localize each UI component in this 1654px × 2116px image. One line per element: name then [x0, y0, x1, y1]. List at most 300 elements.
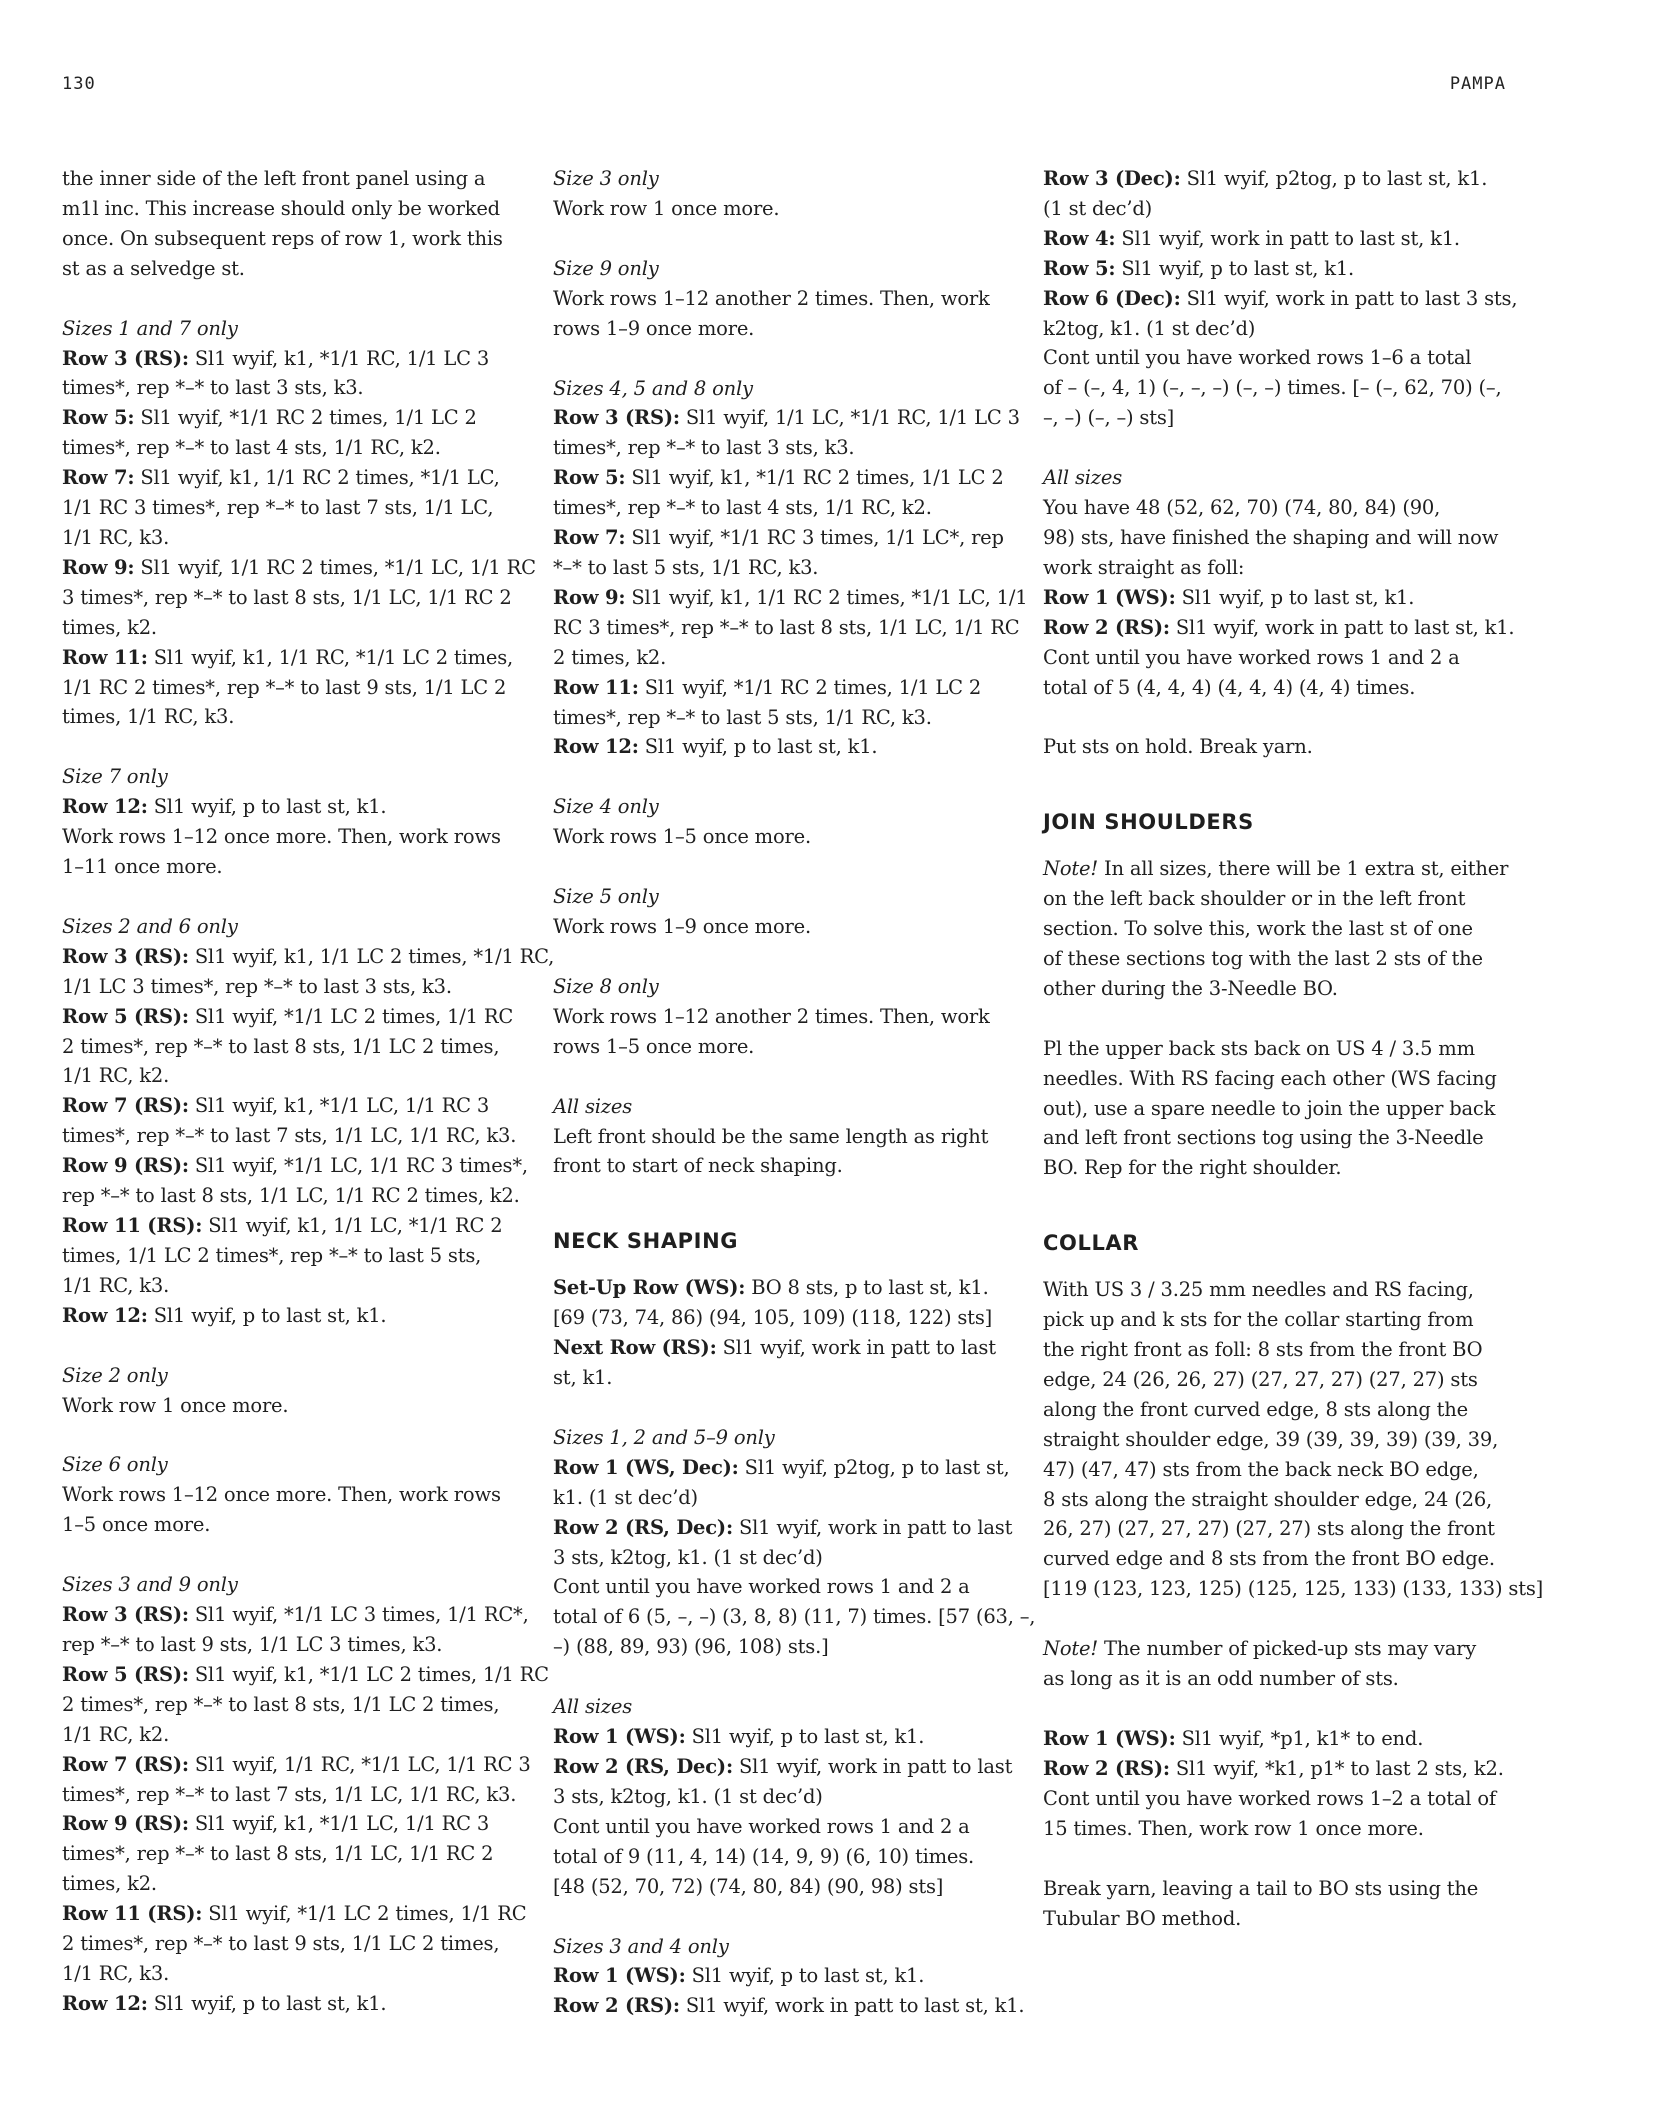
instruction-text: total of 5 (4, 4, 4) (4, 4, 4) (4, 4) times.	[1043, 675, 1416, 699]
paragraph	[553, 254, 1023, 344]
paragraph	[1043, 1034, 1513, 1184]
instruction-text: Sl1 wyif, k1, *1/1 LC, 1/1 RC 3	[188, 1094, 490, 1118]
paragraph	[1043, 1874, 1513, 1934]
instruction-text: 1/1 RC, k2.	[62, 1722, 170, 1746]
instruction-text: Sl1 wyif, work in patt to last 3 sts,	[1180, 286, 1518, 310]
instruction-text: k1. (1 st dec’d)	[553, 1485, 698, 1509]
instruction-text: Tubular BO method.	[1043, 1906, 1242, 1930]
text-line	[553, 284, 1023, 314]
text-line	[1043, 1664, 1513, 1694]
instruction-text: 1/1 RC 2 times*, rep *–* to last 9 sts, 1/1 LC 2	[62, 675, 507, 699]
instruction-text: times, k2.	[62, 615, 157, 639]
instruction-text: 1/1 RC, k3.	[62, 525, 170, 549]
row-label: Row 9:	[62, 555, 135, 579]
row-label: Row 1 (WS):	[553, 1725, 686, 1749]
text-line	[62, 1121, 532, 1151]
instruction-text: Sl1 wyif, p to last st, k1.	[685, 1725, 925, 1749]
instruction-text: RC 3 times*, rep *–* to last 8 sts, 1/1 LC, 1/1 RC	[553, 615, 1020, 639]
text-line	[62, 1809, 532, 1839]
row-label: Row 2 (RS, Dec):	[553, 1515, 733, 1539]
instruction-text: Sl1 wyif, p to last st, k1.	[1175, 585, 1415, 609]
text-line	[62, 1660, 549, 1690]
text-line	[62, 1959, 532, 1989]
text-line	[553, 792, 1023, 822]
text-line	[62, 912, 532, 942]
text-line	[1043, 854, 1513, 884]
text-line	[553, 1151, 1023, 1181]
text-line	[553, 1991, 1023, 2021]
text-line	[1043, 1395, 1513, 1425]
section-heading: JOIN SHOULDERS	[1043, 810, 1254, 835]
instruction-text: times*, rep *–* to last 3 sts, k3.	[62, 376, 364, 400]
instruction-text: the inner side of the left front panel using a	[62, 167, 486, 190]
row-label: Row 3 (RS):	[553, 406, 680, 430]
text-line	[62, 1271, 532, 1301]
row-label: Row 11:	[553, 675, 639, 699]
instruction-text: times*, rep *–* to last 8 sts, 1/1 LC, 1/1 RC 2	[62, 1842, 494, 1866]
paragraph	[553, 972, 1023, 1062]
text-line	[1043, 1123, 1513, 1153]
text-line	[1043, 732, 1513, 762]
text-line	[62, 463, 532, 493]
paragraph	[62, 1570, 549, 2019]
text-line	[62, 613, 532, 643]
italic-subheading: Size 5 only	[553, 885, 659, 909]
row-label: Row 3 (RS):	[62, 944, 189, 968]
text-line	[553, 523, 1023, 553]
instruction-text: st as a selvedge st.	[62, 256, 245, 280]
text-line	[1043, 194, 1513, 224]
paragraph	[62, 912, 555, 1331]
text-line	[1043, 613, 1513, 643]
instruction-text: Sl1 wyif, *k1, p1* to last 2 sts, k2.	[1169, 1756, 1504, 1780]
text-line	[1043, 643, 1513, 673]
instruction-text: Cont until you have worked rows 1–2 a total of	[1043, 1786, 1496, 1810]
instruction-text: k2tog, k1. (1 st dec’d)	[1043, 316, 1256, 340]
row-label: Row 2 (RS, Dec):	[553, 1754, 733, 1778]
text-line	[1043, 1514, 1513, 1544]
instruction-text: 3 sts, k2tog, k1. (1 st dec’d)	[553, 1545, 823, 1569]
row-label: Row 9 (RS):	[62, 1812, 189, 1836]
paragraph	[62, 1450, 532, 1540]
instruction-text: Sl1 wyif, k1, 1/1 LC, *1/1 RC 2	[202, 1214, 503, 1237]
paragraph	[553, 1692, 1023, 1901]
instruction-text: Sl1 wyif, work in patt to last	[732, 1754, 1013, 1778]
paragraph	[1043, 463, 1513, 702]
text-line	[553, 254, 1023, 284]
instruction-text: Sl1 wyif, *1/1 RC 2 times, 1/1 LC 2	[638, 675, 982, 699]
instruction-text: Sl1 wyif, k1, 1/1 RC 2 times, *1/1 LC,	[134, 466, 500, 490]
text-line	[553, 1842, 1023, 1872]
row-label: Row 11 (RS):	[62, 1214, 203, 1237]
instruction-text: rows 1–5 once more.	[553, 1034, 755, 1058]
text-line	[553, 1483, 1023, 1513]
italic-subheading: Sizes 1, 2 and 5–9 only	[553, 1425, 775, 1449]
instruction-text: Sl1 wyif, *1/1 RC 2 times, 1/1 LC 2	[134, 406, 477, 430]
text-line	[62, 1720, 532, 1750]
text-line	[62, 1690, 532, 1720]
text-line	[62, 1839, 532, 1869]
text-line	[62, 1391, 532, 1421]
instruction-text: 1/1 RC, k3.	[62, 1961, 170, 1985]
text-line	[62, 1241, 532, 1271]
instruction-text: pick up and k sts for the collar starting from	[1043, 1308, 1474, 1332]
row-label: Row 3 (Dec):	[1043, 167, 1181, 190]
text-line	[1043, 1754, 1513, 1784]
text-line	[553, 403, 1023, 433]
text-line	[1043, 523, 1513, 553]
text-line	[62, 643, 532, 673]
instruction-text: Sl1 wyif, k1, *1/1 LC, 1/1 RC 3	[188, 1812, 490, 1836]
row-label: Row 5 (RS):	[62, 1662, 189, 1686]
italic-subheading: Size 3 only	[553, 167, 659, 190]
row-label: Row 1 (WS):	[553, 1964, 686, 1988]
text-line	[62, 1151, 532, 1181]
instruction-text: Sl1 wyif, work in patt to last	[716, 1336, 996, 1360]
row-label: Row 5:	[1043, 256, 1116, 280]
italic-subheading: Sizes 4, 5 and 8 only	[553, 376, 753, 400]
text-line	[62, 1181, 532, 1211]
italic-subheading: Sizes 1 and 7 only	[62, 316, 238, 340]
text-line	[62, 1989, 532, 2019]
instruction-text: Sl1 wyif, work in patt to last st, k1.	[1169, 615, 1515, 639]
row-label: Row 9 (RS):	[62, 1154, 189, 1178]
text-line	[1043, 1485, 1513, 1515]
text-line	[62, 1630, 532, 1660]
instruction-text: times, k2.	[62, 1872, 157, 1896]
instruction-text: times*, rep *–* to last 5 sts, 1/1 RC, k3.	[553, 705, 932, 729]
instruction-text: Sl1 wyif, k1, *1/1 LC 2 times, 1/1 RC	[188, 1662, 549, 1686]
instruction-text: 47) (47, 47) sts from the back neck BO edge,	[1043, 1457, 1479, 1481]
text-line	[553, 583, 1028, 613]
text-line	[553, 1002, 1023, 1032]
text-line	[1043, 1784, 1513, 1814]
text-line	[62, 194, 532, 224]
text-line	[1043, 1094, 1513, 1124]
text-line	[1043, 1305, 1513, 1335]
text-line	[553, 1752, 1023, 1782]
instruction-text: edge, 24 (26, 26, 27) (27, 27, 27) (27, 27) sts	[1043, 1367, 1478, 1391]
row-label: Row 2 (RS):	[1043, 1756, 1170, 1780]
paragraph	[553, 882, 1023, 942]
italic-subheading: Sizes 2 and 6 only	[62, 914, 238, 938]
instruction-text: section. To solve this, work the last st of one	[1043, 917, 1473, 941]
row-label: Next Row (RS):	[553, 1336, 717, 1360]
text-line	[62, 792, 532, 822]
page-header	[62, 74, 1506, 98]
instruction-text: Cont until you have worked rows 1–6 a total	[1043, 346, 1472, 370]
row-label: Row 4:	[1043, 226, 1116, 250]
instruction-text: You have 48 (52, 62, 70) (74, 80, 84) (90,	[1043, 496, 1441, 520]
instruction-text: 1/1 RC 3 times*, rep *–* to last 7 sts, 1/1 LC,	[62, 496, 494, 520]
instruction-text: Sl1 wyif, p to last st, k1.	[1115, 256, 1355, 280]
text-line	[62, 1450, 532, 1480]
text-line	[553, 673, 1023, 703]
instruction-text: Cont until you have worked rows 1 and 2 a	[553, 1575, 970, 1599]
instruction-text: Work rows 1–12 another 2 times. Then, work	[553, 1004, 990, 1028]
instruction-text: Sl1 wyif, work in patt to last st, k1.	[1115, 226, 1460, 250]
italic-subheading: Size 4 only	[553, 795, 659, 819]
paragraph	[1043, 164, 1518, 433]
row-label: Row 5:	[62, 406, 135, 430]
row-label: Row 7 (RS):	[62, 1094, 189, 1118]
text-line	[1043, 1455, 1513, 1485]
text-line	[1043, 1544, 1513, 1574]
text-line	[1043, 673, 1513, 703]
italic-subheading: Size 8 only	[553, 974, 659, 998]
text-line	[553, 613, 1023, 643]
instruction-text: 15 times. Then, work row 1 once more.	[1043, 1816, 1424, 1840]
text-line	[1043, 284, 1518, 314]
column-2	[553, 164, 1036, 2051]
paragraph	[62, 164, 532, 284]
text-line	[553, 374, 1023, 404]
text-line	[1043, 314, 1513, 344]
paragraph	[62, 314, 536, 733]
paragraph	[553, 374, 1028, 763]
instruction-text: In all sizes, there will be 1 extra st, either	[1098, 857, 1509, 881]
text-line	[1043, 1904, 1513, 1934]
text-line	[62, 1600, 532, 1630]
instruction-text: Work row 1 once more.	[62, 1393, 289, 1417]
text-line	[1043, 224, 1513, 254]
row-label: Set-Up Row (WS):	[553, 1276, 746, 1300]
text-line	[553, 703, 1023, 733]
instruction-text: Sl1 wyif, *1/1 LC 3 times, 1/1 RC*,	[188, 1603, 529, 1627]
instruction-text: The number of picked-up sts may vary	[1098, 1637, 1477, 1661]
italic-subheading: All sizes	[553, 1094, 633, 1118]
text-line	[1043, 1034, 1513, 1064]
row-label: Row 6 (Dec):	[1043, 286, 1181, 310]
text-line	[553, 972, 1023, 1002]
text-line	[1043, 164, 1513, 194]
instruction-text: 2 times*, rep *–* to last 9 sts, 1/1 LC 2 times,	[62, 1932, 500, 1956]
instruction-text: [69 (73, 74, 86) (94, 105, 109) (118, 122) sts]	[553, 1306, 993, 1330]
instruction-text: needles. With RS facing each other (WS facing	[1043, 1066, 1497, 1090]
text-line	[62, 1301, 532, 1331]
text-line	[1043, 373, 1513, 403]
text-line	[62, 702, 532, 732]
text-line	[62, 523, 532, 553]
text-line	[62, 1091, 532, 1121]
instruction-text: times*, rep *–* to last 7 sts, 1/1 LC, 1/1 RC, k3.	[62, 1782, 517, 1806]
text-line	[1043, 1874, 1513, 1904]
instruction-text: total of 6 (5, –, –) (3, 8, 8) (11, 7) times. [57 (63, –,	[553, 1605, 1036, 1629]
text-line	[1043, 493, 1513, 523]
instruction-text: Left front should be the same length as right	[553, 1124, 989, 1148]
instruction-text: of these sections tog with the last 2 sts of the	[1043, 946, 1483, 970]
paragraph	[1043, 854, 1513, 1004]
instruction-text: [48 (52, 70, 72) (74, 80, 84) (90, 98) sts]	[553, 1874, 944, 1898]
instruction-text: Sl1 wyif, p to last st, k1.	[147, 1303, 387, 1327]
text-line	[553, 493, 1023, 523]
paragraph	[553, 1092, 1023, 1182]
text-line	[62, 1032, 532, 1062]
text-line	[553, 1092, 1023, 1122]
instruction-text: Sl1 wyif, p to last st, k1.	[685, 1964, 925, 1988]
text-line	[553, 1423, 1023, 1453]
paragraph	[1043, 732, 1513, 762]
row-label: Row 1 (WS, Dec):	[553, 1455, 739, 1479]
text-line	[62, 403, 532, 433]
paragraph	[1043, 1724, 1513, 1844]
instruction-text: on the left back shoulder or in the left front	[1043, 887, 1466, 911]
text-line	[62, 1869, 532, 1899]
text-line	[62, 1002, 532, 1032]
text-line	[62, 1061, 532, 1091]
paragraph	[62, 1361, 532, 1421]
paragraph	[553, 1273, 1023, 1393]
instruction-text: Sl1 wyif, *p1, k1* to end.	[1175, 1726, 1424, 1750]
text-line	[553, 553, 1023, 583]
text-line	[1043, 254, 1513, 284]
text-line	[62, 1211, 532, 1241]
italic-subheading: Size 6 only	[62, 1453, 168, 1477]
instruction-text: st, k1.	[553, 1366, 613, 1389]
instruction-text: 98) sts, have finished the shaping and will now	[1043, 525, 1499, 549]
text-line	[553, 1572, 1023, 1602]
text-line	[1043, 1724, 1513, 1754]
text-line	[1043, 1365, 1513, 1395]
instruction-text: Work rows 1–12 once more. Then, work rows	[62, 825, 501, 849]
instruction-text: (1 st dec’d)	[1043, 196, 1153, 220]
text-line	[553, 433, 1023, 463]
instruction-text: 2 times*, rep *–* to last 8 sts, 1/1 LC 2 times,	[62, 1034, 500, 1058]
text-line	[62, 1750, 532, 1780]
row-label: Row 11 (RS):	[62, 1902, 203, 1926]
instruction-text: front to start of neck shaping.	[553, 1154, 843, 1178]
instruction-text: Sl1 wyif, *1/1 LC 2 times, 1/1 RC	[188, 1004, 514, 1028]
instruction-text: Pl the upper back sts back on US 4 / 3.5 mm	[1043, 1036, 1475, 1060]
instruction-text: Sl1 wyif, k1, 1/1 LC 2 times, *1/1 RC,	[188, 944, 555, 968]
instruction-text: once. On subsequent reps of row 1, work this	[62, 226, 503, 250]
text-line	[553, 1513, 1023, 1543]
text-line	[553, 643, 1023, 673]
instruction-text: 1/1 RC, k2.	[62, 1064, 170, 1088]
row-label: Row 3 (RS):	[62, 1603, 189, 1627]
text-line	[553, 314, 1023, 344]
instruction-text: times, 1/1 RC, k3.	[62, 705, 235, 729]
text-line	[1043, 974, 1513, 1004]
instruction-text: times, 1/1 LC 2 times*, rep *–* to last 5 sts,	[62, 1243, 482, 1267]
text-line	[1043, 1574, 1544, 1604]
instruction-text: curved edge and 8 sts from the front BO edge.	[1043, 1547, 1495, 1571]
instruction-text: [119 (123, 123, 125) (125, 125, 133) (133, 133) sts]	[1043, 1577, 1544, 1601]
instruction-text: rep *–* to last 9 sts, 1/1 LC 3 times, k3.	[62, 1632, 443, 1656]
text-line	[62, 1361, 532, 1391]
text-line	[62, 942, 555, 972]
text-line	[553, 1782, 1023, 1812]
instruction-text: Sl1 wyif, p to last st, k1.	[147, 795, 387, 819]
text-line	[553, 1872, 1023, 1902]
instruction-text: –) (88, 89, 93) (96, 108) sts.]	[553, 1635, 829, 1659]
text-line	[1043, 463, 1513, 493]
text-line	[62, 493, 532, 523]
instruction-text: Sl1 wyif, 1/1 RC 2 times, *1/1 LC, 1/1 RC	[134, 555, 536, 579]
text-line	[553, 1932, 1023, 1962]
text-line	[62, 344, 532, 374]
row-label: Row 2 (RS):	[553, 1994, 680, 2018]
row-label: Row 3 (RS):	[62, 346, 189, 370]
text-line	[62, 224, 532, 254]
text-line	[62, 1780, 532, 1810]
row-label: Row 9:	[553, 585, 626, 609]
text-line	[62, 972, 532, 1002]
text-line	[553, 1273, 1023, 1303]
instruction-text: Sl1 wyif, 1/1 LC, *1/1 RC, 1/1 LC 3	[679, 406, 1020, 430]
row-label: Row 2 (RS):	[1043, 615, 1170, 639]
text-line	[62, 673, 532, 703]
text-line	[62, 852, 532, 882]
instruction-text: along the front curved edge, 8 sts along the	[1043, 1397, 1468, 1421]
instruction-text: times*, rep *–* to last 4 sts, 1/1 RC, k2.	[553, 496, 932, 520]
text-line	[62, 1570, 532, 1600]
text-line	[553, 164, 1023, 194]
text-line	[1043, 1335, 1513, 1365]
text-line	[62, 164, 532, 194]
instruction-text: Sl1 wyif, work in patt to last	[732, 1515, 1013, 1539]
text-line	[1043, 884, 1513, 914]
text-line	[553, 1722, 1023, 1752]
paragraph	[553, 1932, 1023, 2022]
text-line	[1043, 1814, 1513, 1844]
instruction-text: Sl1 wyif, *1/1 LC, 1/1 RC 3 times*,	[188, 1154, 528, 1178]
section-title: PAMPA	[1449, 74, 1506, 94]
row-label: Row 5 (RS):	[62, 1004, 189, 1028]
italic-subheading: Note!	[1043, 857, 1099, 881]
text-line	[62, 433, 532, 463]
text-line	[62, 822, 532, 852]
instruction-text: m1l inc. This increase should only be worked	[62, 196, 500, 220]
instruction-text: Sl1 wyif, work in patt to last st, k1.	[679, 1994, 1025, 2018]
instruction-text: Sl1 wyif, p to last st, k1.	[638, 735, 878, 759]
instruction-text: Cont until you have worked rows 1 and 2 a	[1043, 645, 1460, 669]
text-line	[553, 882, 1023, 912]
text-line	[1043, 343, 1513, 373]
instruction-text: 1–5 once more.	[62, 1513, 211, 1537]
text-line	[1043, 1153, 1513, 1183]
text-line	[62, 762, 532, 792]
text-line	[553, 1363, 1023, 1393]
text-line	[1043, 1064, 1513, 1094]
instruction-text: Sl1 wyif, k1, *1/1 RC, 1/1 LC 3	[188, 346, 490, 370]
instruction-text: Sl1 wyif, 1/1 RC, *1/1 LC, 1/1 RC 3	[188, 1752, 531, 1776]
instruction-text: and left front sections tog using the 3-Needle	[1043, 1126, 1484, 1150]
text-line	[62, 553, 536, 583]
column-1	[62, 164, 555, 2049]
instruction-text: 3 sts, k2tog, k1. (1 st dec’d)	[553, 1784, 823, 1808]
text-line	[553, 1812, 1023, 1842]
instruction-text: Sl1 wyif, k1, 1/1 RC, *1/1 LC 2 times,	[147, 645, 514, 669]
row-label: Row 12:	[62, 1991, 148, 2015]
instruction-text: 1/1 LC 3 times*, rep *–* to last 3 sts, k3.	[62, 974, 452, 998]
instruction-text: Work rows 1–12 another 2 times. Then, work	[553, 286, 990, 310]
instruction-text: Work rows 1–9 once more.	[553, 915, 811, 939]
italic-subheading: All sizes	[553, 1695, 633, 1719]
text-line	[62, 1929, 532, 1959]
paragraph	[553, 1423, 1036, 1662]
text-line	[1043, 944, 1513, 974]
row-label: Row 7 (RS):	[62, 1752, 189, 1776]
text-line	[1043, 583, 1513, 613]
text-line	[62, 583, 532, 613]
row-label: Row 11:	[62, 645, 148, 669]
text-line	[553, 1543, 1023, 1573]
text-line	[553, 912, 1023, 942]
instruction-text: Sl1 wyif, p2tog, p to last st,	[738, 1455, 1010, 1479]
instruction-text: 2 times*, rep *–* to last 8 sts, 1/1 LC 2 times,	[62, 1692, 500, 1716]
instruction-text: Break yarn, leaving a tail to BO sts using the	[1043, 1876, 1479, 1900]
